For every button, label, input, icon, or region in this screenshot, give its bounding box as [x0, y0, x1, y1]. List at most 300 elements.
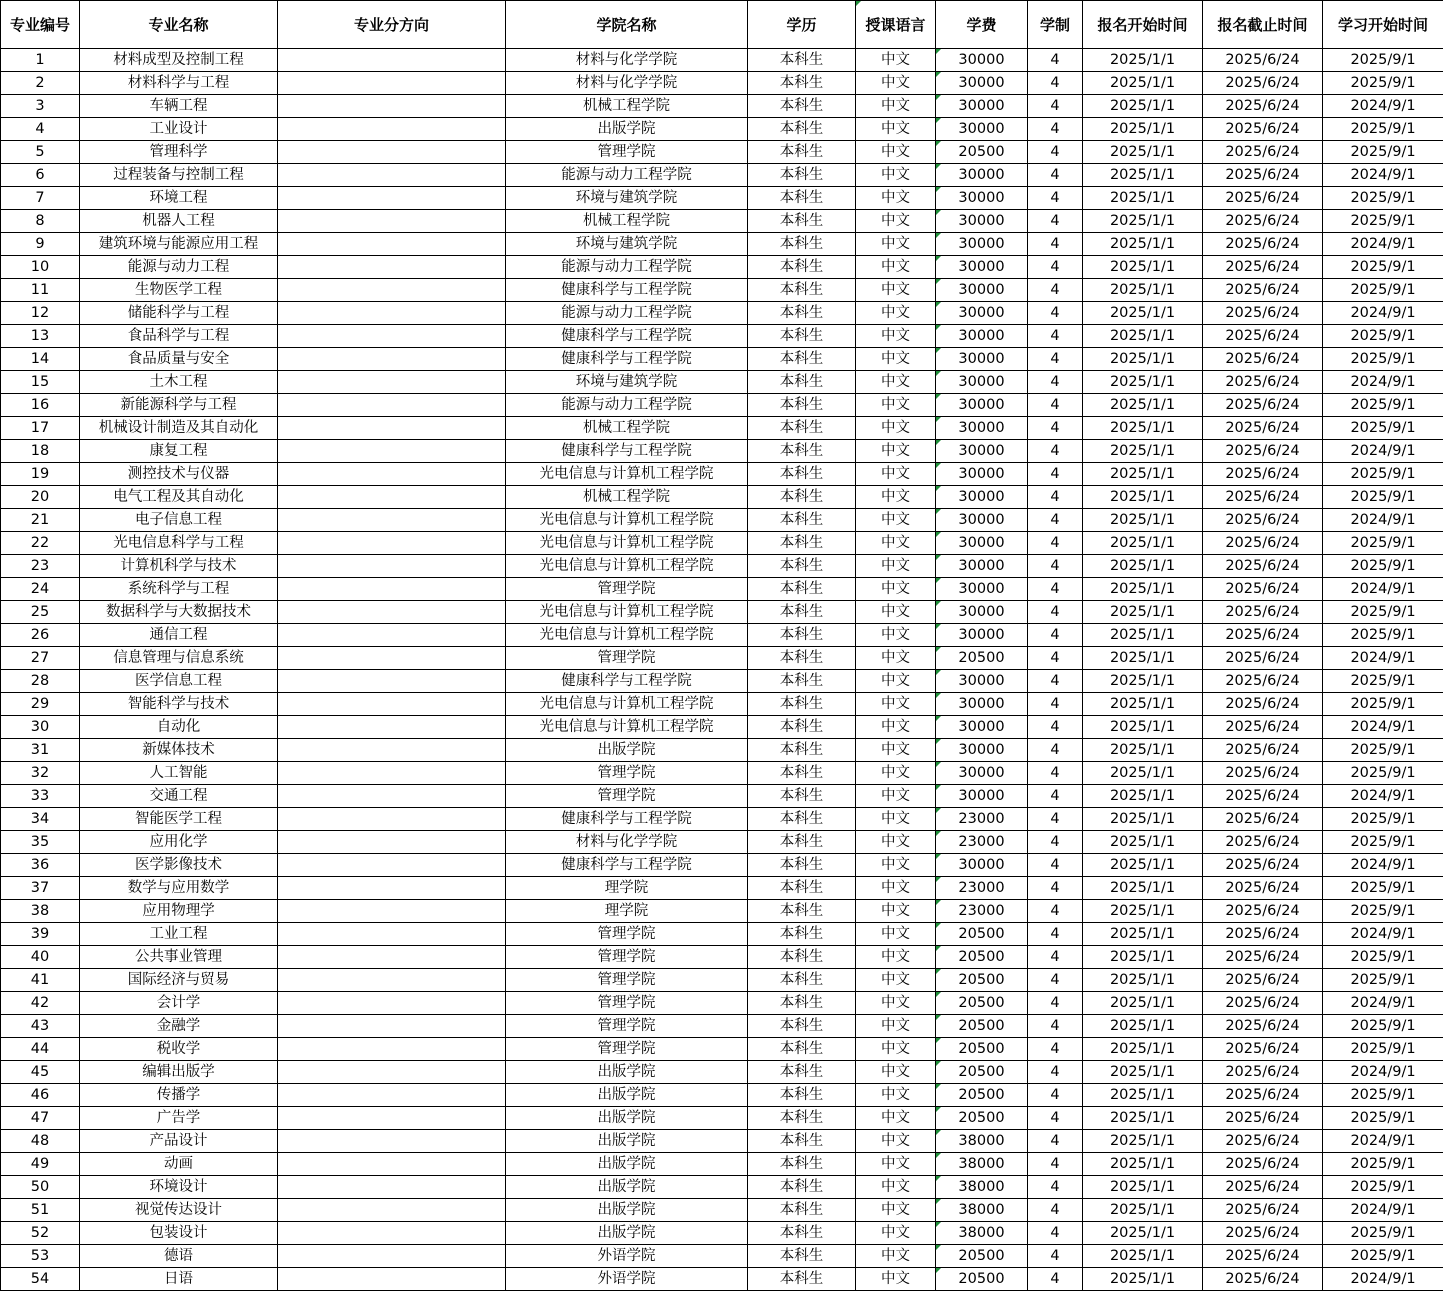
- cell-major-id: 35: [1, 831, 80, 854]
- cell-duration: 4: [1028, 831, 1083, 854]
- cell-major-name: 金融学: [80, 1015, 278, 1038]
- cell-teaching-language: 中文: [856, 785, 936, 808]
- cell-application-deadline: 2025/6/24: [1203, 440, 1323, 463]
- cell-major-name: 数据科学与大数据技术: [80, 601, 278, 624]
- cell-tuition: 20500: [936, 1107, 1028, 1130]
- cell-major-name: 智能科学与技术: [80, 693, 278, 716]
- cell-major-id: 28: [1, 670, 80, 693]
- cell-duration: 4: [1028, 1038, 1083, 1061]
- cell-application-start: 2025/1/1: [1083, 716, 1203, 739]
- cell-major-name: 医学影像技术: [80, 854, 278, 877]
- table-row: [1, 555, 1443, 578]
- cell-degree: 本科生: [748, 417, 856, 440]
- cell-study-start: 2025/9/1: [1323, 72, 1443, 95]
- cell-tuition: 20500: [936, 923, 1028, 946]
- cell-degree: 本科生: [748, 1130, 856, 1153]
- cell-college-name: 光电信息与计算机工程学院: [506, 463, 748, 486]
- table-row: [1, 739, 1443, 762]
- table-row: [1, 1153, 1443, 1176]
- cell-application-start: 2025/1/1: [1083, 256, 1203, 279]
- cell-teaching-language: 中文: [856, 417, 936, 440]
- cell-college-name: 出版学院: [506, 1199, 748, 1222]
- cell-tuition: 20500: [936, 969, 1028, 992]
- cell-teaching-language: 中文: [856, 210, 936, 233]
- cell-degree: 本科生: [748, 900, 856, 923]
- cell-major-name: 土木工程: [80, 371, 278, 394]
- table-row: [1, 187, 1443, 210]
- cell-major-direction: [278, 371, 506, 394]
- cell-application-deadline: 2025/6/24: [1203, 1245, 1323, 1268]
- cell-major-id: 23: [1, 555, 80, 578]
- cell-teaching-language: 中文: [856, 1199, 936, 1222]
- table-row: [1, 762, 1443, 785]
- cell-study-start: 2024/9/1: [1323, 1268, 1443, 1291]
- cell-major-name: 医学信息工程: [80, 670, 278, 693]
- cell-application-deadline: 2025/6/24: [1203, 854, 1323, 877]
- cell-major-name: 机械设计制造及其自动化: [80, 417, 278, 440]
- table-row: [1, 1176, 1443, 1199]
- cell-major-id: 11: [1, 279, 80, 302]
- cell-tuition: 30000: [936, 187, 1028, 210]
- cell-degree: 本科生: [748, 601, 856, 624]
- cell-application-deadline: 2025/6/24: [1203, 946, 1323, 969]
- cell-duration: 4: [1028, 624, 1083, 647]
- cell-college-name: 能源与动力工程学院: [506, 256, 748, 279]
- cell-duration: 4: [1028, 348, 1083, 371]
- cell-tuition: 38000: [936, 1222, 1028, 1245]
- cell-application-deadline: 2025/6/24: [1203, 49, 1323, 72]
- cell-application-start: 2025/1/1: [1083, 1153, 1203, 1176]
- cell-tuition: 20500: [936, 946, 1028, 969]
- cell-study-start: 2025/9/1: [1323, 394, 1443, 417]
- cell-major-name: 税收学: [80, 1038, 278, 1061]
- cell-major-name: 德语: [80, 1245, 278, 1268]
- cell-degree: 本科生: [748, 1038, 856, 1061]
- cell-major-id: 3: [1, 95, 80, 118]
- cell-application-start: 2025/1/1: [1083, 624, 1203, 647]
- cell-application-start: 2025/1/1: [1083, 992, 1203, 1015]
- cell-major-direction: [278, 256, 506, 279]
- cell-major-name: 机器人工程: [80, 210, 278, 233]
- cell-tuition: 20500: [936, 1061, 1028, 1084]
- cell-application-deadline: 2025/6/24: [1203, 279, 1323, 302]
- cell-college-name: 健康科学与工程学院: [506, 808, 748, 831]
- cell-major-id: 37: [1, 877, 80, 900]
- table-row: [1, 210, 1443, 233]
- cell-tuition: 20500: [936, 1084, 1028, 1107]
- cell-study-start: 2024/9/1: [1323, 854, 1443, 877]
- cell-major-id: 8: [1, 210, 80, 233]
- cell-tuition: 30000: [936, 854, 1028, 877]
- cell-major-name: 环境设计: [80, 1176, 278, 1199]
- cell-duration: 4: [1028, 1015, 1083, 1038]
- cell-application-start: 2025/1/1: [1083, 555, 1203, 578]
- cell-major-id: 27: [1, 647, 80, 670]
- table-row: [1, 440, 1443, 463]
- cell-major-id: 42: [1, 992, 80, 1015]
- cell-major-name: 广告学: [80, 1107, 278, 1130]
- cell-study-start: 2025/9/1: [1323, 1245, 1443, 1268]
- cell-application-deadline: 2025/6/24: [1203, 210, 1323, 233]
- cell-tuition: 30000: [936, 279, 1028, 302]
- cell-tuition: 30000: [936, 785, 1028, 808]
- cell-major-direction: [278, 785, 506, 808]
- cell-application-start: 2025/1/1: [1083, 325, 1203, 348]
- cell-application-start: 2025/1/1: [1083, 463, 1203, 486]
- cell-degree: 本科生: [748, 1015, 856, 1038]
- cell-teaching-language: 中文: [856, 601, 936, 624]
- cell-degree: 本科生: [748, 716, 856, 739]
- cell-tuition: 20500: [936, 647, 1028, 670]
- cell-teaching-language: 中文: [856, 279, 936, 302]
- table-row: [1, 532, 1443, 555]
- cell-major-id: 24: [1, 578, 80, 601]
- cell-major-name: 会计学: [80, 992, 278, 1015]
- table-row: [1, 578, 1443, 601]
- cell-application-deadline: 2025/6/24: [1203, 394, 1323, 417]
- table-row: [1, 279, 1443, 302]
- table-row: [1, 693, 1443, 716]
- table-row: [1, 486, 1443, 509]
- cell-major-id: 31: [1, 739, 80, 762]
- cell-major-id: 9: [1, 233, 80, 256]
- cell-major-id: 20: [1, 486, 80, 509]
- cell-application-start: 2025/1/1: [1083, 946, 1203, 969]
- cell-application-start: 2025/1/1: [1083, 394, 1203, 417]
- cell-study-start: 2024/9/1: [1323, 302, 1443, 325]
- cell-teaching-language: 中文: [856, 440, 936, 463]
- cell-duration: 4: [1028, 1130, 1083, 1153]
- cell-college-name: 理学院: [506, 900, 748, 923]
- cell-major-id: 40: [1, 946, 80, 969]
- cell-major-name: 应用物理学: [80, 900, 278, 923]
- cell-college-name: 能源与动力工程学院: [506, 302, 748, 325]
- cell-major-name: 通信工程: [80, 624, 278, 647]
- cell-application-deadline: 2025/6/24: [1203, 670, 1323, 693]
- cell-tuition: 30000: [936, 233, 1028, 256]
- cell-tuition: 30000: [936, 532, 1028, 555]
- cell-degree: 本科生: [748, 118, 856, 141]
- cell-study-start: 2024/9/1: [1323, 233, 1443, 256]
- cell-application-start: 2025/1/1: [1083, 1015, 1203, 1038]
- cell-application-deadline: 2025/6/24: [1203, 256, 1323, 279]
- cell-application-deadline: 2025/6/24: [1203, 1084, 1323, 1107]
- cell-duration: 4: [1028, 762, 1083, 785]
- cell-degree: 本科生: [748, 1153, 856, 1176]
- cell-application-deadline: 2025/6/24: [1203, 1153, 1323, 1176]
- cell-teaching-language: 中文: [856, 808, 936, 831]
- cell-teaching-language: 中文: [856, 923, 936, 946]
- cell-major-direction: [278, 187, 506, 210]
- header-study-start: 学习开始时间: [1323, 1, 1443, 49]
- cell-application-start: 2025/1/1: [1083, 532, 1203, 555]
- cell-duration: 4: [1028, 1222, 1083, 1245]
- cell-major-id: 5: [1, 141, 80, 164]
- cell-major-id: 13: [1, 325, 80, 348]
- cell-tuition: 30000: [936, 578, 1028, 601]
- cell-tuition: 38000: [936, 1176, 1028, 1199]
- cell-teaching-language: 中文: [856, 233, 936, 256]
- cell-college-name: 管理学院: [506, 992, 748, 1015]
- cell-major-id: 19: [1, 463, 80, 486]
- cell-study-start: 2025/9/1: [1323, 808, 1443, 831]
- cell-study-start: 2024/9/1: [1323, 509, 1443, 532]
- cell-application-start: 2025/1/1: [1083, 49, 1203, 72]
- cell-application-start: 2025/1/1: [1083, 808, 1203, 831]
- cell-tuition: 30000: [936, 739, 1028, 762]
- cell-tuition: 20500: [936, 1015, 1028, 1038]
- cell-college-name: 光电信息与计算机工程学院: [506, 601, 748, 624]
- cell-duration: 4: [1028, 877, 1083, 900]
- cell-application-deadline: 2025/6/24: [1203, 877, 1323, 900]
- cell-study-start: 2025/9/1: [1323, 1038, 1443, 1061]
- cell-study-start: 2024/9/1: [1323, 923, 1443, 946]
- cell-college-name: 出版学院: [506, 1176, 748, 1199]
- cell-degree: 本科生: [748, 463, 856, 486]
- cell-college-name: 管理学院: [506, 141, 748, 164]
- cell-application-start: 2025/1/1: [1083, 210, 1203, 233]
- cell-application-deadline: 2025/6/24: [1203, 739, 1323, 762]
- cell-duration: 4: [1028, 1199, 1083, 1222]
- cell-major-direction: [278, 394, 506, 417]
- cell-major-name: 食品质量与安全: [80, 348, 278, 371]
- cell-application-deadline: 2025/6/24: [1203, 785, 1323, 808]
- cell-teaching-language: 中文: [856, 371, 936, 394]
- cell-major-id: 34: [1, 808, 80, 831]
- cell-application-start: 2025/1/1: [1083, 1176, 1203, 1199]
- cell-degree: 本科生: [748, 256, 856, 279]
- cell-application-deadline: 2025/6/24: [1203, 118, 1323, 141]
- cell-duration: 4: [1028, 417, 1083, 440]
- cell-tuition: 30000: [936, 95, 1028, 118]
- cell-teaching-language: 中文: [856, 509, 936, 532]
- cell-major-id: 44: [1, 1038, 80, 1061]
- cell-study-start: 2025/9/1: [1323, 877, 1443, 900]
- cell-degree: 本科生: [748, 1107, 856, 1130]
- cell-application-deadline: 2025/6/24: [1203, 1199, 1323, 1222]
- header-teaching-language: 授课语言: [856, 1, 936, 49]
- cell-tuition: 30000: [936, 256, 1028, 279]
- cell-college-name: 能源与动力工程学院: [506, 394, 748, 417]
- cell-major-id: 53: [1, 1245, 80, 1268]
- cell-duration: 4: [1028, 670, 1083, 693]
- cell-application-start: 2025/1/1: [1083, 1199, 1203, 1222]
- cell-major-direction: [278, 1061, 506, 1084]
- cell-study-start: 2025/9/1: [1323, 1084, 1443, 1107]
- cell-major-name: 传播学: [80, 1084, 278, 1107]
- cell-major-name: 食品科学与工程: [80, 325, 278, 348]
- cell-tuition: 30000: [936, 210, 1028, 233]
- cell-study-start: 2025/9/1: [1323, 417, 1443, 440]
- cell-study-start: 2025/9/1: [1323, 187, 1443, 210]
- cell-teaching-language: 中文: [856, 831, 936, 854]
- cell-application-start: 2025/1/1: [1083, 578, 1203, 601]
- cell-application-start: 2025/1/1: [1083, 601, 1203, 624]
- cell-duration: 4: [1028, 394, 1083, 417]
- cell-duration: 4: [1028, 578, 1083, 601]
- cell-degree: 本科生: [748, 992, 856, 1015]
- cell-college-name: 材料与化学学院: [506, 49, 748, 72]
- cell-duration: 4: [1028, 693, 1083, 716]
- table-row: [1, 233, 1443, 256]
- cell-teaching-language: 中文: [856, 992, 936, 1015]
- cell-tuition: 30000: [936, 601, 1028, 624]
- cell-study-start: 2024/9/1: [1323, 164, 1443, 187]
- cell-major-name: 自动化: [80, 716, 278, 739]
- cell-teaching-language: 中文: [856, 1107, 936, 1130]
- cell-teaching-language: 中文: [856, 1153, 936, 1176]
- cell-major-name: 新能源科学与工程: [80, 394, 278, 417]
- cell-major-id: 10: [1, 256, 80, 279]
- cell-tuition: 30000: [936, 440, 1028, 463]
- cell-teaching-language: 中文: [856, 49, 936, 72]
- cell-tuition: 23000: [936, 831, 1028, 854]
- cell-study-start: 2024/9/1: [1323, 95, 1443, 118]
- cell-major-direction: [278, 1107, 506, 1130]
- cell-study-start: 2025/9/1: [1323, 670, 1443, 693]
- cell-application-start: 2025/1/1: [1083, 371, 1203, 394]
- cell-application-deadline: 2025/6/24: [1203, 808, 1323, 831]
- cell-major-id: 26: [1, 624, 80, 647]
- cell-application-deadline: 2025/6/24: [1203, 302, 1323, 325]
- cell-major-direction: [278, 1015, 506, 1038]
- cell-degree: 本科生: [748, 670, 856, 693]
- cell-college-name: 材料与化学学院: [506, 72, 748, 95]
- cell-college-name: 出版学院: [506, 1084, 748, 1107]
- cell-degree: 本科生: [748, 394, 856, 417]
- cell-duration: 4: [1028, 555, 1083, 578]
- cell-duration: 4: [1028, 325, 1083, 348]
- cell-teaching-language: 中文: [856, 187, 936, 210]
- header-duration: 学制: [1028, 1, 1083, 49]
- cell-major-name: 过程装备与控制工程: [80, 164, 278, 187]
- cell-application-deadline: 2025/6/24: [1203, 831, 1323, 854]
- cell-major-name: 材料科学与工程: [80, 72, 278, 95]
- cell-major-direction: [278, 923, 506, 946]
- cell-study-start: 2025/9/1: [1323, 693, 1443, 716]
- cell-study-start: 2025/9/1: [1323, 279, 1443, 302]
- cell-major-direction: [278, 509, 506, 532]
- cell-teaching-language: 中文: [856, 1061, 936, 1084]
- cell-application-start: 2025/1/1: [1083, 1245, 1203, 1268]
- cell-major-direction: [278, 1130, 506, 1153]
- cell-teaching-language: 中文: [856, 762, 936, 785]
- cell-teaching-language: 中文: [856, 1015, 936, 1038]
- cell-application-deadline: 2025/6/24: [1203, 601, 1323, 624]
- cell-degree: 本科生: [748, 808, 856, 831]
- cell-teaching-language: 中文: [856, 1038, 936, 1061]
- cell-application-start: 2025/1/1: [1083, 877, 1203, 900]
- cell-major-direction: [278, 808, 506, 831]
- cell-degree: 本科生: [748, 831, 856, 854]
- cell-study-start: 2024/9/1: [1323, 440, 1443, 463]
- cell-teaching-language: 中文: [856, 946, 936, 969]
- cell-tuition: 30000: [936, 762, 1028, 785]
- cell-college-name: 光电信息与计算机工程学院: [506, 509, 748, 532]
- cell-teaching-language: 中文: [856, 1268, 936, 1291]
- cell-teaching-language: 中文: [856, 900, 936, 923]
- cell-major-direction: [278, 716, 506, 739]
- cell-major-direction: [278, 1176, 506, 1199]
- cell-college-name: 材料与化学学院: [506, 831, 748, 854]
- cell-duration: 4: [1028, 739, 1083, 762]
- cell-application-start: 2025/1/1: [1083, 831, 1203, 854]
- cell-major-name: 数学与应用数学: [80, 877, 278, 900]
- cell-application-deadline: 2025/6/24: [1203, 1015, 1323, 1038]
- cell-study-start: 2025/9/1: [1323, 1015, 1443, 1038]
- cell-tuition: 20500: [936, 1245, 1028, 1268]
- cell-major-name: 智能医学工程: [80, 808, 278, 831]
- cell-major-direction: [278, 601, 506, 624]
- table-row: [1, 1084, 1443, 1107]
- cell-study-start: 2025/9/1: [1323, 463, 1443, 486]
- cell-tuition: 20500: [936, 1268, 1028, 1291]
- cell-teaching-language: 中文: [856, 1245, 936, 1268]
- cell-application-deadline: 2025/6/24: [1203, 509, 1323, 532]
- cell-tuition: 30000: [936, 670, 1028, 693]
- cell-study-start: 2024/9/1: [1323, 647, 1443, 670]
- cell-major-direction: [278, 739, 506, 762]
- table-row: [1, 1268, 1443, 1291]
- cell-study-start: 2025/9/1: [1323, 624, 1443, 647]
- cell-degree: 本科生: [748, 624, 856, 647]
- cell-degree: 本科生: [748, 1222, 856, 1245]
- cell-tuition: 38000: [936, 1199, 1028, 1222]
- cell-major-direction: [278, 900, 506, 923]
- cell-degree: 本科生: [748, 785, 856, 808]
- cell-major-name: 系统科学与工程: [80, 578, 278, 601]
- cell-duration: 4: [1028, 946, 1083, 969]
- cell-application-start: 2025/1/1: [1083, 785, 1203, 808]
- cell-major-direction: [278, 1084, 506, 1107]
- cell-duration: 4: [1028, 49, 1083, 72]
- cell-major-name: 康复工程: [80, 440, 278, 463]
- cell-college-name: 健康科学与工程学院: [506, 348, 748, 371]
- cell-degree: 本科生: [748, 141, 856, 164]
- cell-teaching-language: 中文: [856, 1084, 936, 1107]
- cell-degree: 本科生: [748, 877, 856, 900]
- cell-application-deadline: 2025/6/24: [1203, 1268, 1323, 1291]
- cell-major-direction: [278, 831, 506, 854]
- cell-college-name: 出版学院: [506, 1107, 748, 1130]
- cell-college-name: 光电信息与计算机工程学院: [506, 624, 748, 647]
- cell-major-direction: [278, 233, 506, 256]
- cell-study-start: 2024/9/1: [1323, 371, 1443, 394]
- cell-college-name: 理学院: [506, 877, 748, 900]
- cell-college-name: 管理学院: [506, 762, 748, 785]
- cell-study-start: 2025/9/1: [1323, 555, 1443, 578]
- cell-teaching-language: 中文: [856, 969, 936, 992]
- cell-degree: 本科生: [748, 555, 856, 578]
- cell-major-direction: [278, 486, 506, 509]
- cell-duration: 4: [1028, 1153, 1083, 1176]
- cell-major-direction: [278, 854, 506, 877]
- table-row: [1, 900, 1443, 923]
- cell-application-deadline: 2025/6/24: [1203, 555, 1323, 578]
- cell-major-name: 动画: [80, 1153, 278, 1176]
- cell-college-name: 管理学院: [506, 923, 748, 946]
- cell-college-name: 出版学院: [506, 1153, 748, 1176]
- cell-major-name: 视觉传达设计: [80, 1199, 278, 1222]
- cell-application-deadline: 2025/6/24: [1203, 348, 1323, 371]
- table-row: [1, 463, 1443, 486]
- header-application-start: 报名开始时间: [1083, 1, 1203, 49]
- header-degree: 学历: [748, 1, 856, 49]
- cell-degree: 本科生: [748, 762, 856, 785]
- cell-college-name: 光电信息与计算机工程学院: [506, 693, 748, 716]
- cell-duration: 4: [1028, 1245, 1083, 1268]
- cell-major-direction: [278, 624, 506, 647]
